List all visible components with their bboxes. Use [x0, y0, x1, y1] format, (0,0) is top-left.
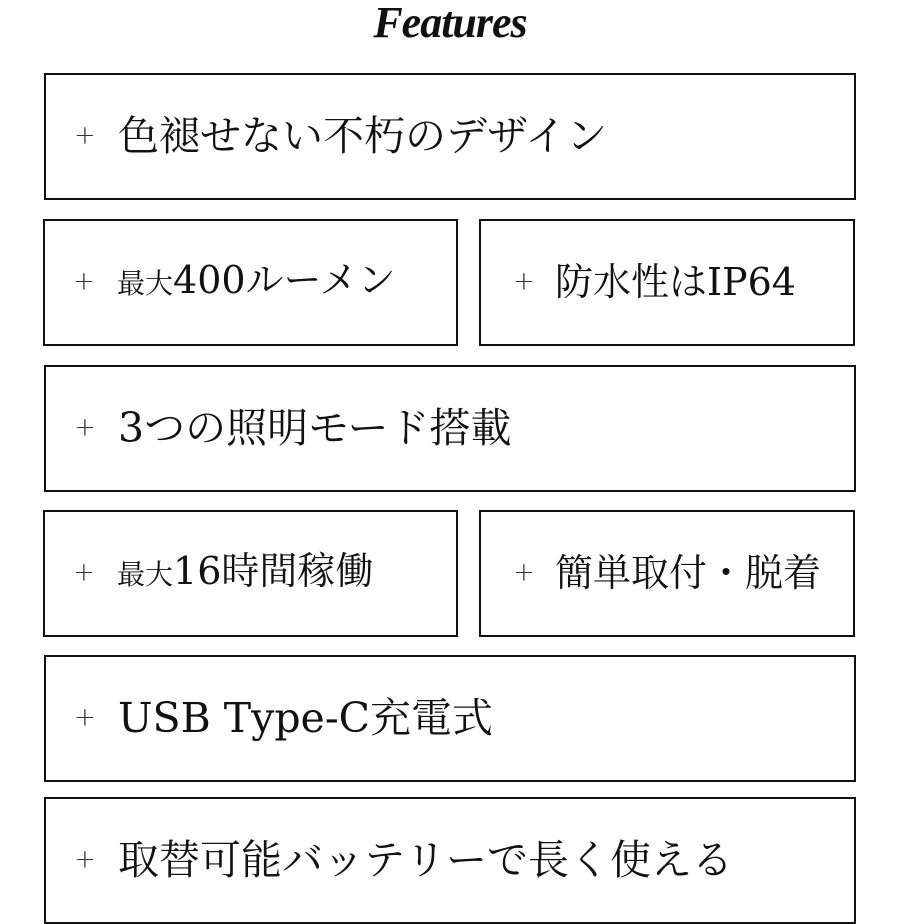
feature-label: [117, 257, 396, 307]
feature-toggle-battery[interactable]: [44, 797, 856, 924]
plus-icon: +: [513, 266, 535, 297]
plus-icon: +: [73, 266, 95, 297]
plus-icon: +: [74, 844, 96, 875]
feature-label-text: 簡単取付・脱着: [555, 550, 822, 595]
feature-label-text: 防水性はIP64: [555, 259, 796, 304]
plus-icon: +: [74, 120, 96, 151]
feature-label-text: 色褪せない不朽のデザイン: [118, 111, 608, 160]
plus-icon: +: [74, 412, 96, 443]
feature-label-text: 3つの照明モード搭載: [118, 403, 512, 452]
feature-toggle-light-modes[interactable]: [44, 365, 856, 492]
feature-label: [118, 113, 607, 159]
feature-label: [555, 259, 796, 305]
plus-icon: +: [513, 557, 535, 588]
feature-toggle-lumens[interactable]: [43, 219, 458, 346]
feature-toggle-mounting[interactable]: [479, 510, 855, 637]
features-title: Features: [373, 0, 527, 47]
feature-toggle-runtime[interactable]: [43, 510, 458, 637]
feature-label-text: USB Type-C充電式: [118, 693, 494, 742]
feature-toggle-waterproof[interactable]: [479, 219, 855, 346]
feature-label: [118, 405, 511, 451]
feature-label-text: 取替可能バッテリーで長く使える: [118, 835, 733, 884]
feature-toggle-usb-charging[interactable]: [44, 655, 856, 782]
feature-label-text: 16時間稼働: [173, 548, 374, 593]
feature-label-text: 400ルーメン: [173, 257, 396, 302]
feature-label: [118, 837, 733, 883]
feature-toggle-design[interactable]: [44, 73, 856, 200]
feature-label: [118, 695, 493, 741]
feature-label-prefix: 最大: [117, 557, 174, 591]
feature-label: [555, 550, 821, 596]
plus-icon: +: [73, 557, 95, 588]
feature-label-prefix: 最大: [117, 266, 174, 300]
plus-icon: +: [74, 702, 96, 733]
feature-label: [117, 548, 373, 598]
